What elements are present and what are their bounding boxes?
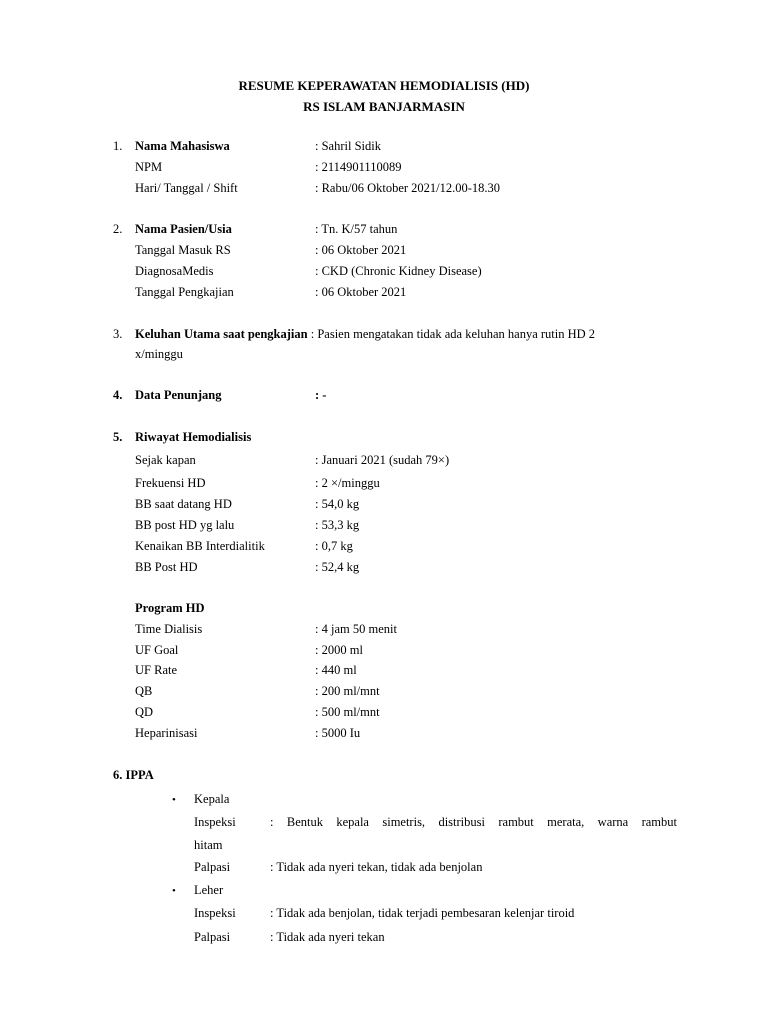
ippa-subvalue-cont: hitam — [194, 838, 223, 852]
field-label: Frekuensi HD — [135, 476, 206, 490]
ippa-sublabel: Palpasi — [194, 930, 231, 944]
ippa-subvalue: : Tidak ada benjolan, tidak terjadi pembesaran kelenjar tiroid — [270, 906, 575, 920]
ippa-item-leher: Leher — [194, 883, 224, 897]
field-value: : Januari 2021 (sudah 79×) — [315, 453, 450, 467]
field-value: : Rabu/06 Oktober 2021/12.00-18.30 — [315, 181, 501, 195]
field-value: : 06 Oktober 2021 — [315, 243, 407, 257]
program-hd-heading: Program HD — [135, 601, 205, 615]
field-value: : Tn. K/57 tahun — [315, 222, 398, 236]
ippa-subvalue: : Bentuk kepala simetris, distribusi rambut merata, warna rambut — [270, 815, 677, 829]
field-value: : 2114901110089 — [315, 160, 402, 174]
bullet-icon: • — [172, 794, 176, 806]
document-subtitle: RS ISLAM BANJARMASIN — [303, 99, 465, 114]
field-label: Tanggal Masuk RS — [135, 243, 231, 257]
field-value: : 200 ml/mnt — [315, 684, 380, 698]
field-label: Heparinisasi — [135, 726, 198, 740]
field-value: : 54,0 kg — [315, 497, 360, 511]
ippa-subvalue: : Tidak ada nyeri tekan — [270, 930, 385, 944]
field-label: QB — [135, 684, 153, 698]
section-5-label: Riwayat Hemodialisis — [135, 430, 252, 444]
field-label: UF Goal — [135, 643, 179, 657]
field-label: NPM — [135, 160, 163, 174]
section-3-number: 3. — [113, 327, 123, 341]
field-label: Sejak kapan — [135, 453, 196, 467]
section-3-text-cont: x/minggu — [135, 347, 183, 361]
bullet-icon: • — [172, 885, 176, 897]
field-value: : 53,3 kg — [315, 518, 360, 532]
field-value: : CKD (Chronic Kidney Disease) — [315, 264, 482, 278]
field-label: BB saat datang HD — [135, 497, 232, 511]
section-4-number: 4. — [113, 388, 123, 402]
field-value: : 5000 Iu — [315, 726, 361, 740]
field-value: : 2 ×/minggu — [315, 476, 380, 490]
section-2-number: 2. — [113, 222, 123, 236]
ippa-sublabel: Inspeksi — [194, 815, 236, 829]
field-label: Time Dialisis — [135, 622, 203, 636]
field-value: : 0,7 kg — [315, 539, 353, 553]
section-1-number: 1. — [113, 139, 123, 153]
field-value: : 440 ml — [315, 663, 357, 677]
ippa-subvalue: : Tidak ada nyeri tekan, tidak ada benjolan — [270, 860, 483, 874]
section-3-line — [135, 327, 595, 342]
field-label: UF Rate — [135, 663, 178, 677]
section-5-number: 5. — [113, 430, 123, 444]
field-label: QD — [135, 705, 154, 719]
field-label: Hari/ Tanggal / Shift — [135, 181, 238, 195]
field-label: Nama Mahasiswa — [135, 139, 230, 153]
field-label: Kenaikan BB Interdialitik — [135, 539, 265, 553]
field-label: BB Post HD — [135, 560, 198, 574]
ippa-sublabel: Inspeksi — [194, 906, 236, 920]
field-label: Tanggal Pengkajian — [135, 285, 234, 299]
document-title: RESUME KEPERAWATAN HEMODIALISIS (HD) — [238, 78, 530, 93]
field-value: : 500 ml/mnt — [315, 705, 380, 719]
field-label: DiagnosaMedis — [135, 264, 214, 278]
section-4-label: Data Penunjang — [135, 388, 222, 402]
field-label: BB post HD yg lalu — [135, 518, 235, 532]
field-value: : 4 jam 50 menit — [315, 622, 397, 636]
field-value: : Sahril Sidik — [315, 139, 381, 153]
section-6-heading: 6. IPPA — [113, 768, 154, 782]
section-3-text: : Pasien mengatakan tidak ada keluhan hanya rutin HD 2 — [307, 327, 596, 341]
ippa-sublabel: Palpasi — [194, 860, 231, 874]
field-label: Nama Pasien/Usia — [135, 222, 232, 236]
section-4-value: : - — [315, 388, 327, 402]
ippa-item-kepala: Kepala — [194, 792, 230, 806]
section-3-label: Keluhan Utama saat pengkajian — [135, 327, 308, 341]
field-value: : 06 Oktober 2021 — [315, 285, 407, 299]
field-value: : 52,4 kg — [315, 560, 360, 574]
field-value: : 2000 ml — [315, 643, 363, 657]
